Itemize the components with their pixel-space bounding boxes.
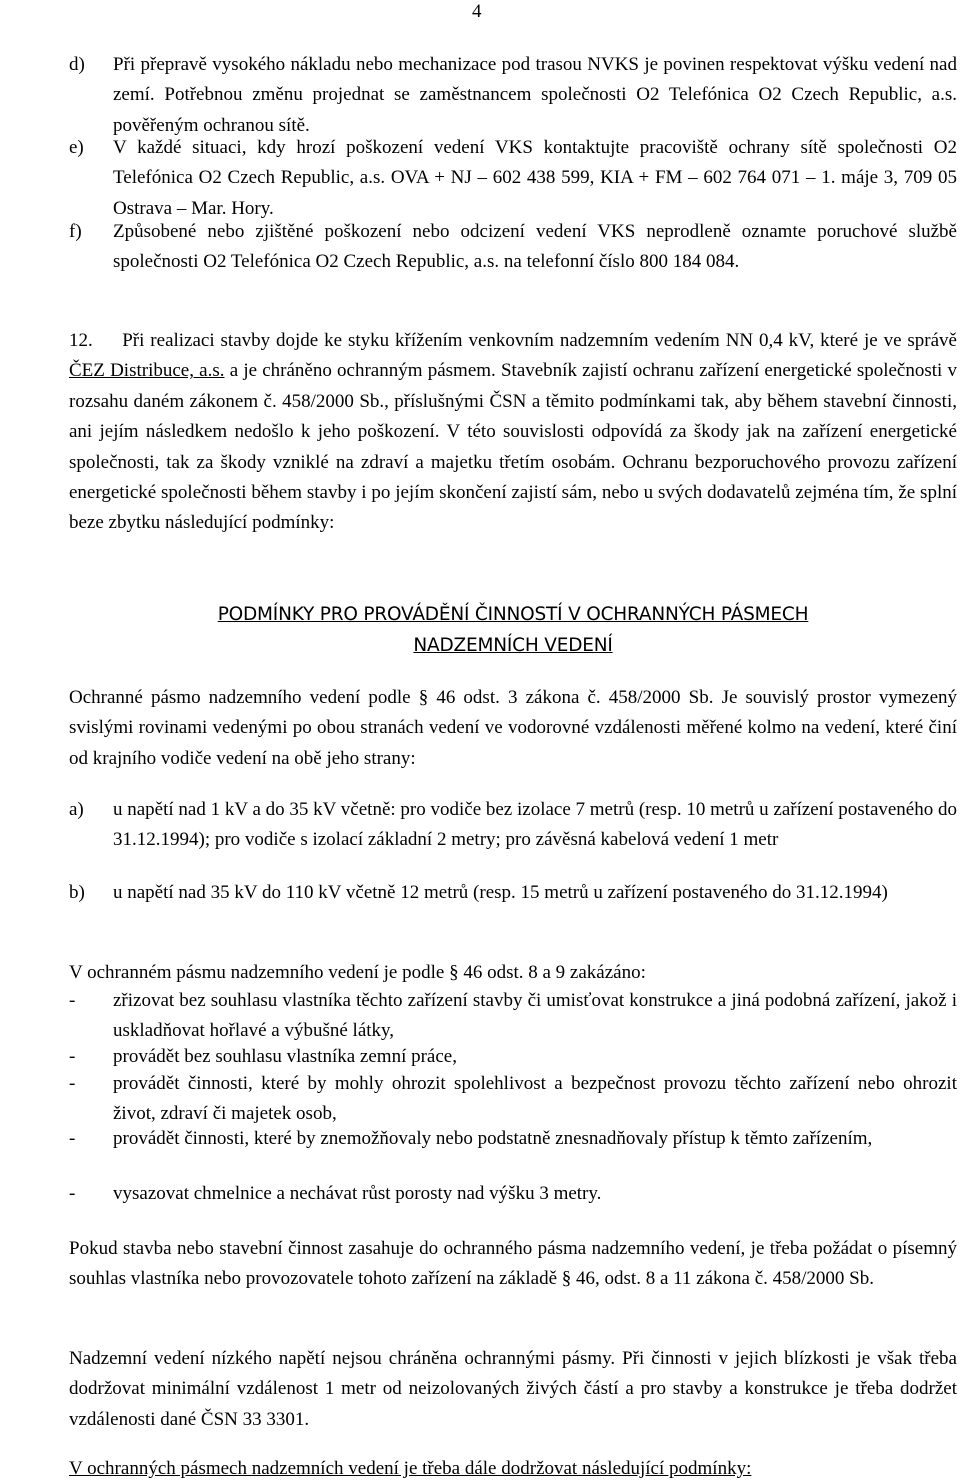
list-text: Při přepravě vysokého nákladu nebo mechanizace pod trasou NVKS je povinen respektovat výšku vedení nad zemí. Potřebnou změnu projednat se zaměstnancem společnosti O2 Telefónica O2 Czech Republic, a.s. pověřeným ochranou sítě. — [113, 54, 957, 136]
dash-item — [69, 1069, 957, 1130]
list-label: a) — [69, 799, 84, 820]
dash-item — [69, 1042, 957, 1072]
list-item-e — [69, 133, 957, 224]
dash-item — [69, 1179, 957, 1209]
dash-marker: - — [69, 1046, 76, 1067]
dash-marker: - — [69, 990, 76, 1011]
final-underlined-line: V ochranných pásmech nadzemních vedení je třeba dále dodržovat následující podmínky: — [69, 1458, 752, 1479]
list-item-d — [69, 50, 957, 141]
paragraph-pokud: Pokud stavba nebo stavební činnost zasahuje do ochranného pásma nadzemního vedení, je třeba požádat o písemný souhlas vlastníka nebo provozovatele tohoto zařízení na základě § 46, odst. 8 a 11 zákona č. 458/2000 Sb. — [69, 1238, 957, 1290]
dash-text: provádět činnosti, které by mohly ohrozit spolehlivost a bezpečnost provozu těchto zařízení nebo ohrozit život, zdraví či majetek osob, — [113, 1073, 957, 1125]
list-label: d) — [69, 54, 85, 75]
list-label: b) — [69, 882, 85, 903]
section-number: 12. — [69, 330, 93, 351]
dash-marker: - — [69, 1128, 76, 1149]
section-12-text: 12. Při realizaci stavby dojde ke styku křížením venkovním nadzemním vedením NN 0,4 kV, které je ve správě ČEZ Distribuce, a.s. a je chráněno ochranným pásmem. Stavebník zajistí ochranu zařízení energetické společnosti v rozsahu daném zákonem č. 458/2000 Sb., příslušnými ČSN a těmito podmínkami tak, aby během stavební činnosti, ani jejím následkem nedošlo k jeho poškození. V této souvislosti odpovídá za škody jak na zařízení energetické společnosti, tak za škody vzniklé na zdraví a majetku třetím osobám. Ochranu bezporuchového provozu zařízení energetické společnosti během stavby i po jejím skončení zajistí sám, nebo u svých dodavatelů zejména tím, že splní beze zbytku následující podmínky: — [69, 330, 958, 534]
list-text: u napětí nad 1 kV a do 35 kV včetně: pro vodiče bez izolace 7 metrů (resp. 10 metrů u zařízení postaveného do 31.12.1994); pro vodiče s izolací základní 2 metry; pro závěsná kabelová vedení 1 metr — [113, 799, 957, 851]
dash-item — [69, 1124, 957, 1154]
paragraph-zakazano: V ochranném pásmu nadzemního vedení je podle § 46 odst. 8 a 9 zakázáno: — [69, 962, 646, 983]
section-12 — [69, 326, 957, 539]
paragraph-nn-vedeni: Nadzemní vedení nízkého napětí nejsou chráněna ochrannými pásmy. Při činnosti v jejich blízkosti je však třeba dodržovat minimální vzdálenost 1 metr od neizolovaných živých částí a pro stavby a konstrukce je třeba dodržet vzdálenosti dané ČSN 33 3301. — [69, 1348, 957, 1430]
list-item-f — [69, 217, 957, 278]
section-heading: PODMÍNKY PRO PROVÁDĚNÍ ČINNOSTÍ V OCHRANNÝCH PÁSMECH NADZEMNÍCH VEDENÍ — [217, 604, 809, 656]
dash-text: zřizovat bez souhlasu vlastníka těchto zařízení stavby či umisťovat konstrukce a jiná podobná zařízení, jakož i uskladňovat hořlavé a výbušné látky, — [113, 990, 957, 1042]
dash-text: provádět činnosti, které by znemožňovaly nebo podstatně znesnadňovaly přístup k těmto zařízením, — [113, 1128, 873, 1149]
list-text: Způsobené nebo zjištěné poškození nebo odcizení vedení VKS neprodleně oznamte poruchové službě společnosti O2 Telefónica O2 Czech Republic, a.s. na telefonní číslo 800 184 084. — [113, 221, 957, 273]
dash-text: vysazovat chmelnice a nechávat růst porosty nad výšku 3 metry. — [113, 1183, 602, 1204]
list-item-b — [69, 878, 957, 908]
list-item-a — [69, 795, 957, 856]
dash-item — [69, 986, 957, 1047]
dash-marker: - — [69, 1073, 76, 1094]
list-text: V každé situaci, kdy hrozí poškození vedení VKS kontaktujte pracoviště ochrany sítě společnosti O2 Telefónica O2 Czech Republic, a.s. OVA + NJ – 602 438 599, KIA + FM – 602 764 071 – 1. máje 3, 709 05 Ostrava – Mar. Hory. — [113, 137, 957, 219]
list-text: u napětí nad 35 kV do 110 kV včetně 12 metrů (resp. 15 metrů u zařízení postaveného do 31.12.1994) — [113, 882, 888, 903]
dash-text: provádět bez souhlasu vlastníka zemní práce, — [113, 1046, 457, 1067]
paragraph-ochranne-pasmo: Ochranné pásmo nadzemního vedení podle § 46 odst. 3 zákona č. 458/2000 Sb. Je souvislý prostor vymezený svislými rovinami vedenými po obou stranách vedení ve vodorovné vzdálenosti měřené kolmo na vedení, které činí od krajního vodiče vedení na obě jeho strany: — [69, 687, 957, 769]
page-number: 4 — [472, 1, 482, 22]
list-label: f) — [69, 221, 82, 242]
dash-marker: - — [69, 1183, 76, 1204]
cez-link-text: ČEZ Distribuce, a.s. — [69, 360, 225, 382]
list-label: e) — [69, 137, 84, 158]
